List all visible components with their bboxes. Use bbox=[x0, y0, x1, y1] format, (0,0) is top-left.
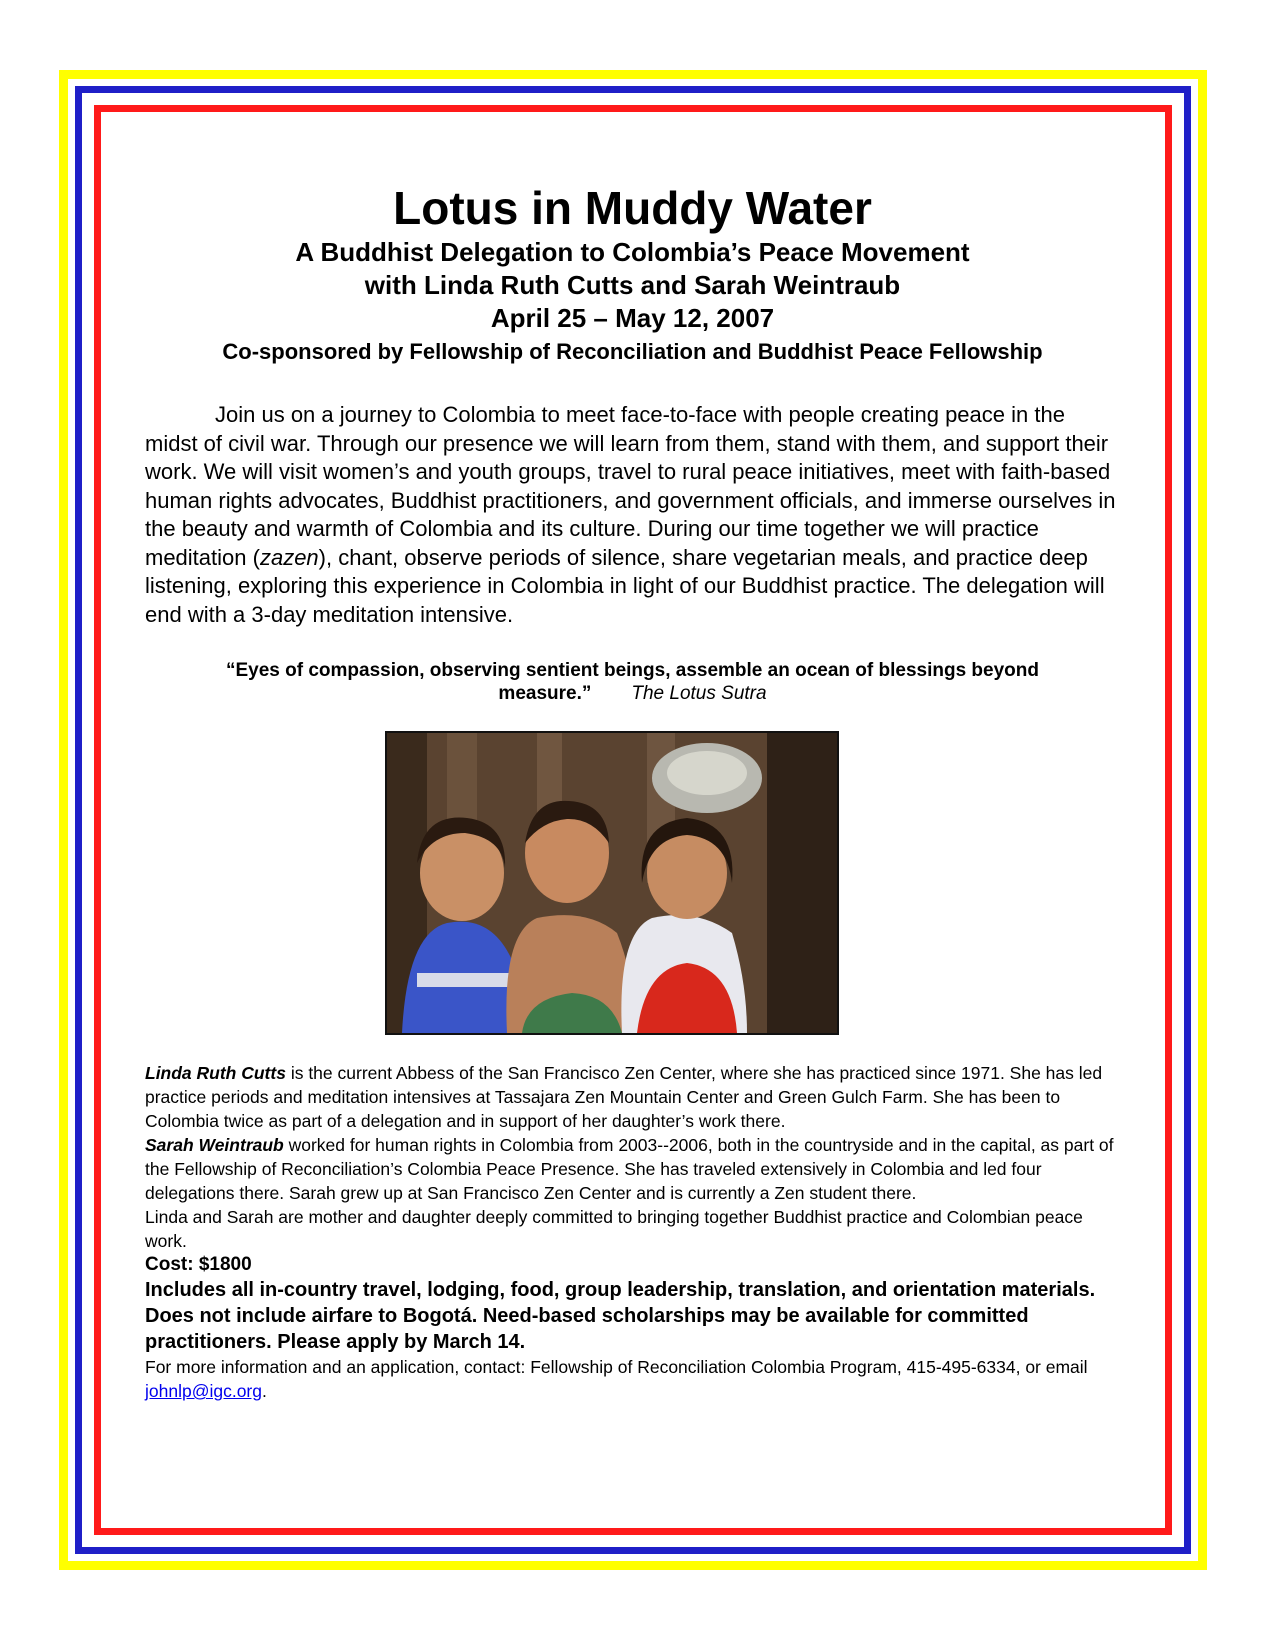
intro-italic-word: zazen bbox=[259, 544, 319, 570]
bio-together: Linda and Sarah are mother and daughter deeply committed to bringing together Buddhist practice and Colombian peace work. bbox=[145, 1207, 1083, 1251]
cost-price: Cost: $1800 bbox=[145, 1254, 252, 1275]
page-title: Lotus in Muddy Water bbox=[393, 182, 872, 234]
bio-linda-name: Linda Ruth Cutts bbox=[145, 1063, 286, 1083]
flyer-content bbox=[145, 180, 1120, 1403]
sponsors: Co-sponsored by Fellowship of Reconciliation and Buddhist Peace Fellowship bbox=[222, 339, 1043, 364]
quote bbox=[193, 659, 1073, 705]
bio-linda bbox=[145, 1061, 1120, 1133]
quote-text: “Eyes of compassion, observing sentient beings, assemble an ocean of blessings beyond measure.” bbox=[225, 660, 1039, 704]
intro-text-1: Join us on a journey to Colombia to meet face-to-face with people creating peace in the midst of civil war. Through our presence we will learn from them, stand with them, and support their work. We will visit women’s and youth groups, travel to rural peace initiatives, meet with faith-based human rights advocates, Buddhist practitioners, and government officials, and immerse ourselves in the beauty and warmth of Colombia and its culture. During our time together we will practice meditation ( bbox=[145, 402, 1116, 570]
contact-info bbox=[145, 1355, 1120, 1403]
bio-linda-text: is the current Abbess of the San Francisco Zen Center, where she has practiced since 1971. She has led practice periods and meditation intensives at Tassajara Zen Mountain Center and Green Gulch Farm. She has been to Colombia twice as part of a delegation and in support of her daughter’s work there. bbox=[145, 1063, 1103, 1131]
cost-includes: Includes all in-country travel, lodging, food, group leadership, translation, and orientation materials. Does not include airfare to Bogotá. Need-based scholarships may be available for committed practitioners. Please apply by March 14. bbox=[145, 1279, 1096, 1353]
event-dates: April 25 – May 12, 2007 bbox=[490, 303, 775, 333]
contact-text: For more information and an application, contact: Fellowship of Reconciliation Colombia Program, 415-495-6334, or email bbox=[145, 1357, 1088, 1377]
presenters: with Linda Ruth Cutts and Sarah Weintraub bbox=[364, 270, 901, 300]
bio-sarah bbox=[145, 1133, 1120, 1205]
bio-sarah-name: Sarah Weintraub bbox=[145, 1135, 284, 1155]
bio-sarah-text: worked for human rights in Colombia from 2003--2006, both in the countryside and in the capital, as part of the Fellowship of Reconciliation’s Colombia Peace Presence. She has traveled extensively in Colombia and led four delegations there. Sarah grew up at San Francisco Zen Center and is currently a Zen student there. bbox=[145, 1135, 1114, 1203]
quote-source: The Lotus Sutra bbox=[631, 683, 767, 704]
subtitle: A Buddhist Delegation to Colombia’s Peace Movement bbox=[295, 237, 970, 267]
intro-paragraph bbox=[145, 401, 1120, 629]
children-photo bbox=[385, 731, 839, 1035]
intro-text-2: ), chant, observe periods of silence, share vegetarian meals, and practice deep listening, exploring this experience in Colombia in light of our Buddhist practice. The delegation will end with a 3-day meditation intensive. bbox=[145, 544, 1105, 627]
contact-email-link[interactable]: johnlp@igc.org bbox=[145, 1381, 262, 1401]
children-photo-illustration bbox=[387, 733, 837, 1033]
bios-section bbox=[145, 1061, 1120, 1403]
contact-trailing: . bbox=[262, 1381, 267, 1401]
